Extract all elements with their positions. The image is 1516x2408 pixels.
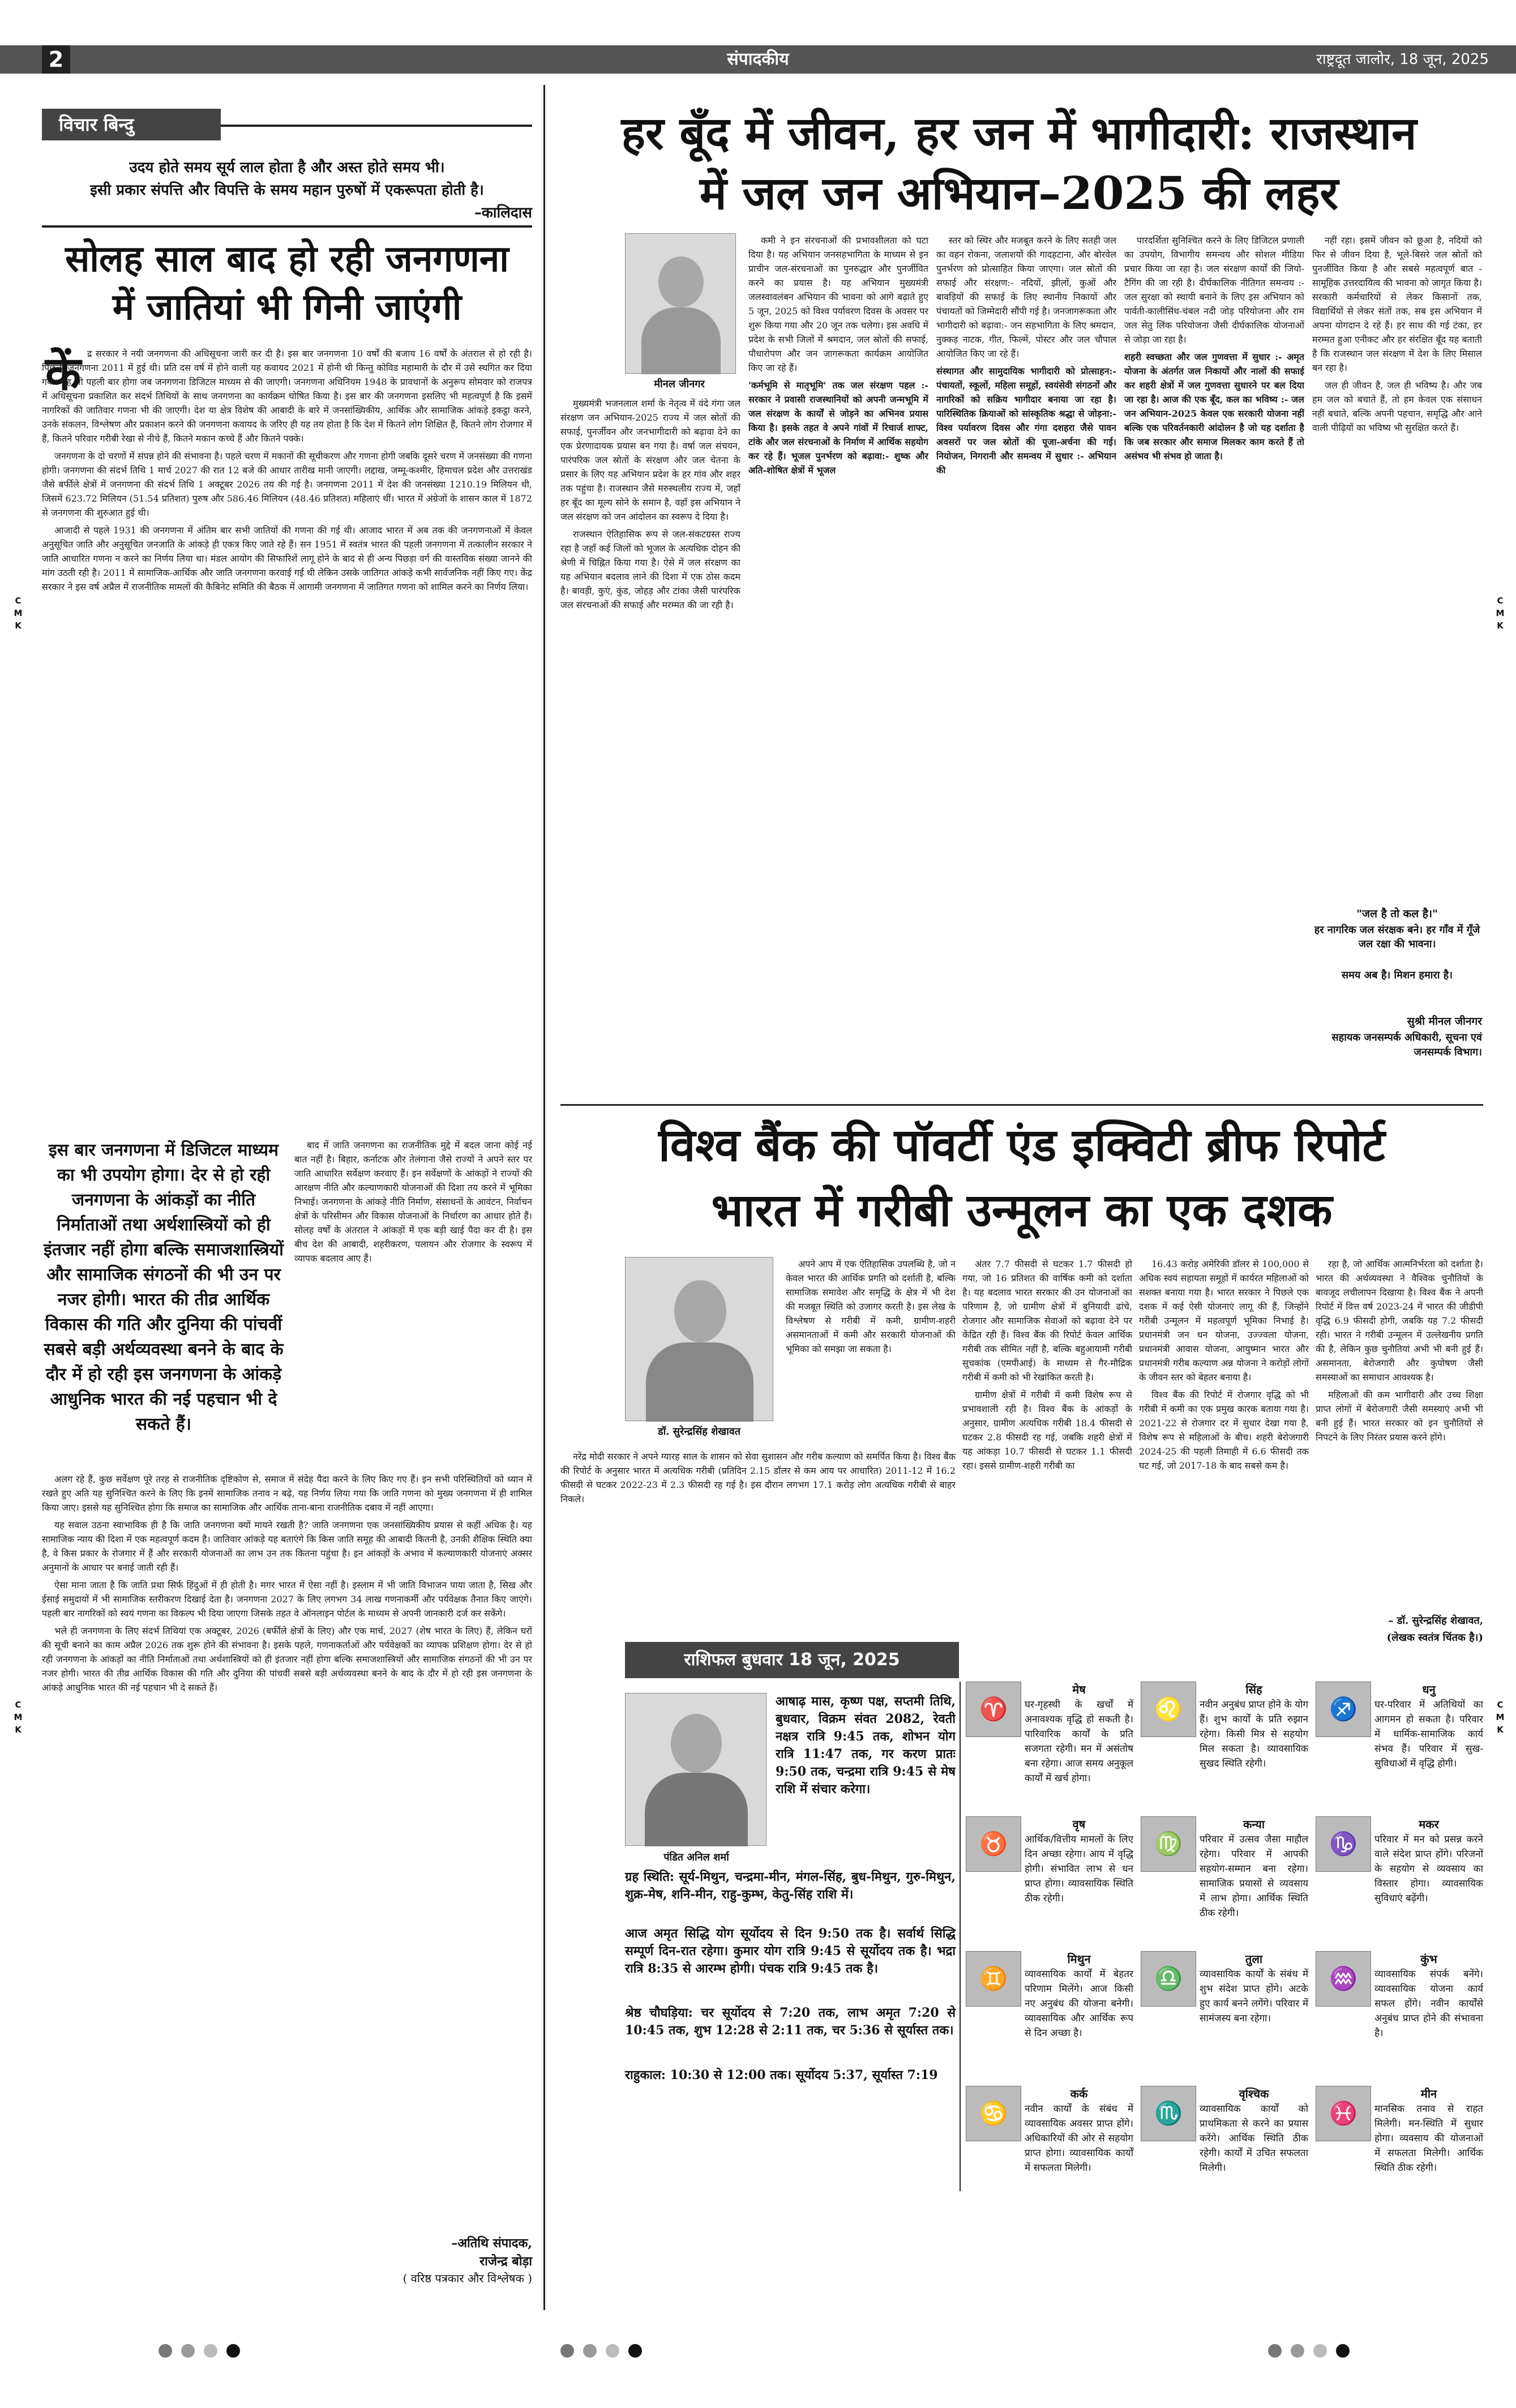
cmk-mark-left-bottom: C M K: [14, 1700, 23, 1735]
water-paragraph: 'कर्मभूमि से मातृभूमि' तक जल संरक्षण पहल :- सरकार ने प्रवासी राजस्थानियों को अपनी जन्मभूमि में जल संरक्षण के कार्यों से जोड़ने का अभिनव प्रयास किया है। इसके तहत वे अपने गांवों में रिचार्ज शाफ्ट, टांके और जल संरचनाओं के निर्माण में आर्थिक सहयोग कर रहे हैं। भूजल पुनर्भरण को बढ़ावा:- शुष्क और अति-शोषित क्षेत्रों में भूजल: [748, 380, 928, 476]
rashi-name: कर्क: [1070, 2087, 1088, 2101]
census-byline-3: ( वरिष्ठ पत्रकार और विश्लेषक ): [402, 2272, 532, 2285]
census-body-bottom: [42, 1472, 532, 2225]
rashi-text: परिवार में मन को प्रसन्न करने वाले संदेश प्राप्त होंगे। परिजनों के सहयोग से व्यवसाय का विस्तार होगा। व्यावसायिक सुविधाएं बढ़ेंगी।: [1374, 1834, 1483, 1904]
rashi-text: घर-परिवार में अतिथियों का आगमन हो सकता है। परिवार में धार्मिक-सामाजिक कार्य संभव हैं। परिवार में सुख-सुविधाओं में वृद्धि होगी।: [1374, 1699, 1483, 1769]
registration-dot: [560, 2344, 574, 2358]
panchang-text-1: आषाढ़ मास, कृष्ण पक्ष, सप्तमी तिथि, बुधवार, विक्रम संवत 2082, रेवती नक्षत्र रात्रि 9:45 तक, शोभन योग रात्रि 11:47 तक, गर करण प्रातः 9:50 तक, चन्द्रमा रात्रि 9:45 से मेष राशि में संचार करेगा।: [776, 1694, 956, 1797]
poverty-paragraph: ग्रामीण क्षेत्रों में गरीबी में कमी विशेष रूप से प्रभावशाली रही है। विश्व बैंक के आंकड़ों के अनुसार, ग्रामीण अत्यधिक गरीबी 18.4 फीसदी से घटकर 2.8 फीसदी रह गई, जबकि शहरी क्षेत्रों में यह आंकड़ा 10.7 फीसदी से घटकर 1.1 फीसदी रहा। इससे ग्रामीण-शहरी गरीबी का: [962, 1389, 1132, 1471]
registration-dot: [1291, 2344, 1304, 2358]
rashifal-left-divider: [960, 1682, 961, 2191]
rashi-text: व्यावसायिक कार्यों में बेहतर परिणाम मिलेंगे। आज किसी नए अनुबंध की योजना बनेगी। व्यावसायिक और आर्थिक रूप से दिन अच्छा है।: [1025, 1969, 1133, 2039]
rashi-name: तुला: [1245, 1952, 1263, 1966]
vichar-title: विचार बिन्दु: [42, 109, 221, 140]
rashi-name: धनु: [1422, 1683, 1436, 1696]
pandit-caption: पंडित अनिल शर्मा: [663, 1851, 729, 1863]
registration-dot: [204, 2344, 217, 2358]
water-paragraph: मुख्यमंत्री भजनलाल शर्मा के नेतृत्व में वंदे गंगा जल संरक्षण जन अभियान-2025 राज्य में जल स्रोतों की सफाई, पुनर्जीवन और जनभागीदारी को बढ़ावा देने का एक प्रेरणादायक प्रयास बन गया है। वर्षा जल संचयन, पारंपरिक जल स्रोतों के संरक्षण और जल चेतना के प्रसार के लिए यह अभियान प्रदेश के हर गांव और शहर तक पहुंचा है। राजस्थान जैसे मरुस्थलीय राज्य में, जहाँ हर बूँद का मूल्य सोने के समान है, वहाँ इस अभियान ने जल संरक्षण को जन आंदोलन का स्वरूप दे दिया है।: [560, 398, 740, 522]
water-slogan-1: "जल है तो कल है।": [1356, 908, 1438, 920]
registration-dots-left: [159, 2344, 272, 2361]
poverty-column-1: [786, 1257, 956, 1415]
libra-icon: ♎: [1141, 1951, 1196, 2007]
water-column-4: [1124, 233, 1304, 1093]
rashi-vrish: [966, 1816, 1133, 1941]
registration-dots-right: [1268, 2344, 1381, 2361]
sagittarius-icon: ♐: [1316, 1682, 1371, 1737]
poverty-paragraph: नरेंद्र मोदी सरकार ने अपने ग्यारह साल के शासन को सेवा सुशासन और गरीब कल्याण को समर्पित किया है। विश्व बैंक की रिपोर्ट के अनुसार भारत में अत्यधिक गरीबी (प्रतिदिन 2.15 डॉलर से कम आय पर आधारित) 2011-12 में 16.2 फीसदी से घटकर 2022-23 में 2.3 फीसदी रह गई है। इस दौरान लगभग 17.1 करोड़ लोग अत्यधिक गरीबी से बाहर निकले।: [560, 1451, 956, 1504]
rashi-text: घर-गृहस्थी के खर्चों में अनावश्यक वृद्धि हो सकती है। पारिवारिक कार्यों के प्रति सजगता रहेगी। मन में असंतोष बना रहेगा। आज समय अनुकूल कार्यों में खर्च होगा।: [1025, 1699, 1133, 1784]
poverty-paragraph: अपने आप में एक ऐतिहासिक उपलब्धि है, जो न केवल भारत की आर्थिक प्रगति को दर्शाती है, बल्कि सामाजिक समावेश और समृद्धि के क्षेत्र में भी देश की मजबूत स्थिति को उजागर करती है। इस लेख के विश्लेषण से गरीबी में कमी, ग्रामीण-शहरी असमानताओं में कमी और सरकारी योजनाओं की भूमिका को समझा जा सकता है।: [786, 1259, 956, 1354]
rashi-name: वृष: [1072, 1817, 1086, 1831]
census-paragraph: द्र सरकार ने नयी जनगणना की अधिसूचना जारी कर दी है। इस बार जनगणना 10 वर्षों की बजाय 16 वर्षों के अंतराल से हो रही है। पिछली जनगणना 2011 में हुई थी। प्रति दस वर्ष में होने वाली यह कवायद 2021 में होनी थी किन्तु कोविड महामारी के दौर में उसे स्थगित कर दिया गया। यह भी पहली बार होगा जब जनगणना डिजिटल माध्यम से की जाएगी। जनगणना अधिनियम 1948 के प्रावधानों के अनुरूप सोमवार को राजपत्र में अधिसूचना प्रकाशित कर संदर्भ तिथियों के साथ जनगणना का कार्यक्रम घोषित किया है। इस बार की जनगणना इसलिए भी महत्वपूर्ण है कि इसमें नागरिकों की जातिवार गणना भी की जाएगी। देश या क्षेत्र विशेष की आबादी के बारे में जनसांख्यिकीय, आर्थिक और सामाजिक आंकड़े इकट्ठा करने, उनके संकलन, विश्लेषण और प्रकाशन करने की जनगणना कवायद के जरिए ही यह तय होता है कि देश में कितने लोग शिक्षित हैं, कितने लोग रोजगार में हैं, कितने परिवार गरीबी रेखा से नीचे हैं, कितने मकान कच्चे हैं और कितने पक्के।: [42, 348, 532, 444]
water-headline-1: हर बूँद में जीवन, हर जन में भागीदारी: राजस्थान: [621, 106, 1417, 160]
census-paragraph: बाद में जाति जनगणना का राजनीतिक मुद्दे में बदल जाना कोई नई बात नहीं है। बिहार, कर्नाटक और तेलंगाना जैसे राज्यों ने अपने स्तर पर जाति आधारित सर्वेक्षण करवाए हैं। इन सर्वेक्षणों के आंकड़ों ने राज्यों की आरक्षण नीति और कल्याणकारी योजनाओं की दिशा तय करने में भूमिका निभाई। जनगणना के आंकड़े नीति निर्माण, संसाधनों के आवंटन, निर्वाचन क्षेत्रों के परिसीमन और विकास योजनाओं के निर्धारण का आधार होते हैं। सोलह वर्षों के अंतराल ने आंकड़ों में एक बड़ी खाई पैदा कर दी है। इस बीच देश की आबादी, शहरीकरण, पलायन और रोजगार के स्वरूप में व्यापक बदलाव आए हैं।: [294, 1140, 532, 1264]
rashi-kark: [966, 2086, 1133, 2210]
water-paragraph: पारदर्शिता सुनिश्चित करने के लिए डिजिटल प्रणाली का उपयोग, विभागीय समन्वय और सोशल मीडिया प्रचार किया जा रहा है। जल संरक्षण कार्यों की जियो-टैगिंग की जा रही है। दीर्घकालिक नीतिगत समन्वय :- जल सुरक्षा को स्थायी बनाने के लिए इस अभियान को पार्वती-कालीसिंध-चंबल नदी जोड़ परियोजना और राम जल सेतु लिंक परियोजना जैसी दीर्घकालिक योजनाओं से जोड़ा जा रहा है।: [1124, 235, 1304, 345]
census-body-top: [42, 347, 532, 1139]
census-paragraph: ऐसा माना जाता है कि जाति प्रथा सिर्फ हिंदुओं में ही होती है। मगर भारत में ऐसा नहीं है। इस्लाम में भी जाति विभाजन पाया जाता है, सिख और ईसाई समुदायों में भी सामाजिक स्तरीकरण दिखाई देता है। जनगणना 2027 के लिए लगभग 34 लाख गणनाकर्मी और पर्यवेक्षक तैनात किए जाएंगे। पहली बार नागरिकों को स्वयं गणना का विकल्प भी दिया जाएगा जिसके तहत वे ऑनलाइन पोर्टल के माध्यम से अपनी जानकारी दर्ज कर सकेंगे।: [42, 1580, 532, 1619]
census-dropcap: कें: [45, 347, 81, 401]
census-paragraph: भले ही जनगणना के लिए संदर्भ तिथियां एक अक्टूबर, 2026 (बर्फीले क्षेत्रों के लिए) और एक मार्च, 2027 (शेष भारत के लिए) हैं, लेकिन घरों की सूची बनाने का काम अप्रैल 2026 तक शुरू होने की संभावना है। इसके पहले, गणनाकर्ताओं और पर्यवेक्षकों का व्यापक प्रशिक्षण होगा। देर से हो रही जनगणना के आंकड़ों का नीति निर्माताओं तथा अर्थशास्त्रियों को ही इंतजार नहीं होगा बल्कि समाजशास्त्रियों और सामाजिक संगठनों की भी उन पर नजर होगी। भारत की तीव्र आर्थिक विकास की गति और दुनिया की पांचवीं सबसे बड़ी अर्थव्यवस्था बनने के बाद के दौर में हो रही इस जनगणना के आंकड़े आधुनिक भारत की नई पहचान भी दे सकते हैं।: [42, 1626, 532, 1693]
registration-dot: [1336, 2344, 1350, 2358]
panchang-text-2: ग्रह स्थिति: सूर्य-मिथुन, चन्द्रमा-मीन, मंगल-सिंह, बुध-मिथुन, गुरु-मिथुन, शुक्र-मेष, शनि-मीन, राहु-कुम्भ, केतु-सिंह राशि में।: [625, 1870, 956, 1902]
rashi-name: मेष: [1072, 1683, 1086, 1696]
poverty-paragraph: विश्व बैंक की रिपोर्ट में रोजगार वृद्धि को भी गरीबी में कमी का एक प्रमुख कारक बताया गया है। 2021-22 से रोजगार दर में सुधार देखा गया है, विशेष रूप से महिलाओं के बीच। शहरी बेरोजगारी 2024-25 की पहली तिमाही में 6.6 फीसदी तक घट गई, जो 2017-18 के बाद सबसे कम है।: [1139, 1389, 1309, 1471]
rashi-text: व्यावसायिक संपर्क बनेंगे। व्यावसायिक योजना कार्य सफल होंगे। नवीन कार्योंसे अनुबंध प्राप्त होने की संभावना है।: [1374, 1969, 1483, 2039]
water-paragraph: नहीं रहा। इसमें जीवन को छूआ है, नदियों को फिर से जीवन दिया है, भूले-बिसरे जल स्रोतों को पुनर्जीवित किया है और सबसे महत्वपूर्ण बात - सामूहिक उत्तरदायित्व की भावना को जागृत किया है। सरकारी कर्मचारियों से लेकर किसानों तक, विद्यार्थियों से लेकर संतों तक, सब इस अभियान में अपना योगदान दे रहे हैं। हर साथ की गई टंका, हर मरम्मत हुआ एनीकट और हर संरक्षित बूँद यह बताती है कि राजस्थान जल संरक्षण में देश के लिए मिसाल बन रहा है।: [1312, 235, 1482, 373]
gemini-icon: ♊: [966, 1951, 1021, 2007]
publication-date: राष्ट्रदूत जालोर, 18 जून, 2025: [1316, 51, 1489, 68]
registration-dot: [159, 2344, 172, 2358]
panchang-text-3: आज अमृत सिद्धि योग सूर्योदय से दिन 9:50 तक है। सर्वार्थ सिद्धि सम्पूर्ण दिन-रात रहेगा। कुमार योग रात्रि 9:45 से सूर्योदय तक है। भद्रा रात्रि 8:35 से आरम्भ होगी। पंचक रात्रि 9:45 तक है।: [625, 1926, 956, 1976]
vichar-rule: [221, 125, 532, 127]
registration-dots-center: [560, 2344, 674, 2361]
census-paragraph: जनगणना के दो चरणों में संपन्न होने की संभावना है। पहले चरण में मकानों की सूचीकरण और गणना होगी जबकि दूसरे चरण में जनसंख्या की गणना होगी। जनगणना की संदर्भ तिथि 1 मार्च 2027 की रात 12 बजे की आधार तारीख मानी जाएगी। लद्दाख, जम्मू-कश्मीर, हिमाचल प्रदेश और उत्तराखंड जैसे बर्फीले क्षेत्रों में जनगणना की संदर्भ तिथि 1 अक्टूबर 2026 तय की गई है। जनगणना 2011 में देश की जनसंख्या 1210.19 मिलियन थी, जिसमें 623.72 मिलियन (51.54 प्रतिशत) पुरुष और 586.46 मिलियन (48.46 प्रतिशत) महिलाएं थीं। भारत में अंग्रेजों के शासन काल में 1872 से जनगणना की शुरुआत हुई थी।: [42, 451, 532, 518]
rashi-vrishchik: [1141, 2086, 1308, 2210]
registration-dot: [583, 2344, 597, 2358]
registration-dot: [226, 2344, 240, 2358]
poverty-column-3: [1139, 1257, 1309, 1642]
census-paragraph: आजादी से पहले 1931 की जनगणना में अंतिम बार सभी जातियों की गणना की गई थी। आजाद भारत में अब तक की जनगणनाओं में केवल अनुसूचित जाति और अनुसूचित जनजाति के आंकड़े ही एकत्र किए जाते रहे हैं। सन 1951 में स्वतंत्र भारत की पहली जनगणना में तत्कालीन सरकार ने जाति आधारित गणना न करने का निर्णय लिया था। मंडल आयोग की सिफारिशें लागू होने के बाद से ही अन्य पिछड़ा वर्ग की वास्तविक संख्या जानने की मांग उठती रही है। 2011 में सामाजिक-आर्थिक और जाति जनगणना करवाई गई थी लेकिन उसके जातिगत आंकड़े कभी सार्वजनिक नहीं किए गए। केंद्र सरकार ने इस वर्ष अप्रैल में राजनीतिक मामलों की कैबिनेट समिति की बैठक में आगामी जनगणना में जातिगत गणना को शामिल करने का निर्णय लिया।: [42, 525, 532, 592]
poverty-photo-caption: डॉ. सुरेन्द्रसिंह शेखावत: [657, 1426, 741, 1438]
rashi-mithun: [966, 1951, 1133, 2076]
registration-dot: [606, 2344, 619, 2358]
section-title: संपादकीय: [727, 49, 789, 69]
poverty-headline-2: भारत में गरीबी उन्मूलन का एक दशक: [711, 1183, 1333, 1237]
poverty-column-2: [962, 1257, 1132, 1642]
author-photo-surendra: [625, 1257, 773, 1421]
column-divider: [543, 85, 545, 2310]
rashi-tula: [1141, 1951, 1308, 2076]
water-bottom-rule: [560, 1104, 1483, 1106]
pisces-icon: ♓: [1316, 2086, 1371, 2141]
rashi-name: मिथुन: [1067, 1952, 1091, 1966]
water-column-2: [748, 233, 928, 1093]
water-column-3: [936, 233, 1116, 1093]
rashi-text: व्यावसायिक कार्यों को प्राथमिकता से करने का प्रयास करेंगे। आर्थिक स्थिति ठीक रहेगी। कार्यों में उचित सफलता मिलेगी।: [1200, 2103, 1308, 2174]
rashi-text: आर्थिक/वित्तीय मामलों के लिए दिन अच्छा रहेगा। आय में वृद्धि होगी। संभावित लाभ से धन प्राप्त होगा। व्यावसायिक स्थिति ठीक रहेगी।: [1025, 1834, 1133, 1904]
water-paragraph: स्तर को स्थिर और मजबूत करने के लिए सतही जल का वहन रोकना, जलाशयों की गादहटाना, और बोरवेल पुनर्भरण को प्रोत्साहित किया जाएगा। जल स्रोतों की सफाई और संरक्षण:- नदियों, झीलों, कुओं और बावड़ियों की सफाई के लिए स्थानीय निकायों और पंचायतों को जिम्मेदारी सौंपी गई है। जनजागरूकता और भागीदारी को बढ़ावा:- जन सहभागिता के लिए श्रमदान, नुक्कड़ नाटक, गीत, फिल्में, पोस्टर और जल चौपाल आयोजित किए जा रहे हैं।: [936, 235, 1116, 359]
poverty-paragraph: अंतर 7.7 फीसदी से घटकर 1.7 फीसदी हो गया, जो 16 प्रतिशत की वार्षिक कमी को दर्शाता है। यह बदलाव भारत सरकार की उन योजनाओं का परिणाम है, जो ग्रामीण क्षेत्रों में बुनियादी ढांचे, रोजगार और सामाजिक सेवाओं को बढ़ावा देने पर केंद्रित रही हैं। विश्व बैंक की रिपोर्ट केवल आर्थिक गरीबी तक सीमित नहीं है, बल्कि बहुआयामी गरीबी सूचकांक (एमपीआई) के माध्यम से गैर-मौद्रिक गरीबी में कमी को भी रेखांकित करती है।: [962, 1259, 1132, 1383]
cmk-mark-right-bottom: C M K: [1496, 1700, 1505, 1735]
water-paragraph: संस्थागत और सामुदायिक भागीदारी को प्रोत्साहन:- पंचायतों, स्कूलों, महिला समूहों, स्वयंसेवी संगठनों और नागरिकों को सक्रिय भागीदार बनाया जा रहा है। पारिस्थितिक क्रियाओं को सांस्कृतिक श्रद्धा से जोड़ना:- विश्व पर्यावरण दिवस और गंगा दशहरा जैसे पावन अवसरों पर जल स्रोतों की पूजा-अर्चना की गई। नियोजन, निगरानी और समन्वय में सुधार :- अभियान की: [936, 366, 1116, 476]
water-author-desc: सहायक जनसम्पर्क अधिकारी, सूचना एवं जनसम्पर्क विभाग।: [1331, 1032, 1482, 1058]
census-byline-1: –अतिथि संपादक,: [451, 2236, 532, 2251]
panchang-text-5: राहुकाल: 10:30 से 12:00 तक। सूर्योदय 5:37, सूर्यास्त 7:19: [625, 2068, 938, 2082]
pandit-photo: [625, 1693, 766, 1846]
capricorn-icon: ♑: [1316, 1816, 1371, 1872]
census-headline-1: सोलह साल बाद हो रही जनगणना: [65, 238, 509, 280]
rashi-text: मानसिक तनाव से राहत मिलेगी। मन-स्थिति में सुधार होगा। व्यवसाय की योजनाओं में सफलता मिलेगी। आर्थिक स्थिति ठीक रहेगी।: [1374, 2103, 1483, 2174]
registration-dot: [1268, 2344, 1282, 2358]
water-headline-2: में जल जन अभियान–2025 की लहर: [699, 166, 1339, 220]
rashifal-grid: [966, 1682, 1483, 2225]
water-paragraph: राजस्थान ऐतिहासिक रूप से जल-संकटग्रस्त राज्य रहा है जहाँ कई जिलों को भूजल के अत्यधिक दोहन की श्रेणी में चिह्नित किया गया है। ऐसे में जल संरक्षण का यह अभियान बदलाव लाने की दिशा में एक ठोस कदम है। बावड़ी, कुएं, कुंड, जोहड़ और टांका जैसी पारंपरिक जल संरचनाओं की सफाई और मरम्मत की जा रही है।: [560, 529, 740, 610]
rashi-kumbh: [1316, 1951, 1483, 2076]
rashi-simha: [1141, 1682, 1308, 1806]
rashi-name: सिंह: [1245, 1683, 1262, 1696]
vichar-bottom-rule: [42, 225, 532, 228]
poverty-paragraph: रहा है, जो आर्थिक आत्मनिर्भरता को दर्शाता है। भारत की अर्थव्यवस्था ने वैश्विक चुनौतियों के बावजूद लचीलापन दिखाया है। विश्व बैंक ने अपनी रिपोर्ट में वित्त वर्ष 2023-24 में भारत की जीडीपी वृद्धि 6.9 फीसदी होगी, जबकि यह 7.2 फीसदी रही। भारत ने गरीबी उन्मूलन में उल्लेखनीय प्रगति की है, लेकिन कुछ चुनौतियां अभी भी बनी हुई हैं। असमानता, बेरोजगारी और कुपोषण जैसी समस्याओं का समाधान आवश्यक है।: [1316, 1259, 1483, 1383]
water-column-1: [560, 396, 740, 1093]
leo-icon: ♌: [1141, 1682, 1196, 1737]
rashi-name: वृश्चिक: [1239, 2087, 1269, 2101]
census-headline-2: में जातियां भी गिनी जाएंगी: [112, 286, 462, 328]
poverty-author-desc: (लेखक स्वतंत्र चिंतक है।): [1386, 1632, 1483, 1644]
panchang-text-4: श्रेष्ठ चौघड़िया: चर सूर्योदय से 7:20 तक, लाभ अमृत 7:20 से 10:45 तक, शुभ 12:28 से 2:11 तक, चर 5:36 से सूर्यास्त तक।: [625, 2005, 956, 2038]
vichar-line2: इसी प्रकार संपत्ति और विपत्ति के समय महान पुरुषों में एकरूपता होती है।: [90, 182, 484, 199]
poverty-paragraph: 16.43 करोड़ अमेरिकी डॉलर से 100,000 से अधिक स्वयं सहायता समूहों में कार्यरत महिलाओं को सशक्त बनाया गया है। भारत सरकार ने पिछले एक दशक में कई ऐसी योजनाएं लागू की हैं, जिन्होंने गरीबी उन्मूलन में महत्वपूर्ण भूमिका निभाई है। प्रधानमंत्री जन धन योजना, उज्ज्वला योजना, प्रधानमंत्री आवास योजना, आयुष्मान भारत और प्रधानमंत्री गरीब कल्याण अन्न योजना ने करोड़ों लोगों के जीवन स्तर को बेहतर बनाया है।: [1139, 1259, 1309, 1383]
cmk-mark-right-top: C M K: [1496, 596, 1505, 631]
vichar-line1: उदय होते समय सूर्य लाल होता है और अस्त होते समय भी।: [129, 159, 445, 176]
census-paragraph: अलग रहे हैं, कुछ सर्वेक्षण पूरे तरह से राजनीतिक दृष्टिकोण से, समाज में संदेह पैदा करने के लिए किए गए हैं। इन सभी परिस्थितियों को ध्यान में रखते हुए अति यह सुनिश्चित करने के लिए कि इनमें सामाजिक तनाव न बढ़े, यह निर्णय लिया गया कि जाति गणना को मुख्य जनगणना में ही शामिल किया जाए। इससे यह सुनिश्चित होगा कि समाज का सामाजिक और आर्थिक ताना-बाना राजनीतिक दबाव में नहीं आएगा।: [42, 1474, 532, 1513]
rashi-makar: [1316, 1816, 1483, 1941]
census-body-right: [294, 1138, 532, 1466]
water-slogan-2: हर नागरिक जल संरक्षक बने। हर गाँव में गूँजे जल रक्षा की भावना।: [1314, 924, 1480, 950]
aries-icon: ♈: [966, 1682, 1021, 1737]
water-column-5: [1312, 233, 1482, 901]
rashi-meen: [1316, 2086, 1483, 2210]
scorpio-icon: ♏: [1141, 2086, 1196, 2141]
rashi-dhanu: [1316, 1682, 1483, 1806]
water-author-name: सुश्री मीनल जीनगर: [1407, 1015, 1482, 1028]
registration-dot: [628, 2344, 642, 2358]
rashi-text: परिवार में उत्सव जैसा माहौल रहेगा। परिवार में आपकी सहयोग-सम्मान बना रहेगा। सामाजिक प्रयासों से व्यवसाय में लाभ होगा। आर्थिक स्थिति ठीक रहेगी।: [1200, 1834, 1308, 1919]
census-byline-2: राजेन्द्र बोड़ा: [479, 2254, 532, 2269]
registration-dot: [181, 2344, 195, 2358]
water-photo-caption: मीनल जीनगर: [654, 378, 705, 390]
rashi-text: व्यावसायिक कार्यों के संबंध में शुभ संदेश प्राप्त होंगे। अटके हुए कार्य बनने लगेंगे। परिवार में सामंजस्य बना रहेगा।: [1200, 1969, 1308, 2024]
cmk-mark-left-top: C M K: [14, 596, 23, 631]
rashi-name: कुंभ: [1420, 1952, 1437, 1966]
poverty-paragraph: महिलाओं की कम भागीदारी और उच्च शिक्षा प्राप्त लोगों में बेरोजगारी जैसी समस्याएं अभी भी बनी हुई हैं। भारत सरकार को इन चुनौतियों से निपटने के लिए निरंतर प्रयास करने होंगे।: [1316, 1389, 1483, 1443]
water-paragraph: जल ही जीवन है, जल ही भविष्य है। और जब हम जल को बचाते हैं, तो हम केवल एक संसाधन नहीं बचाते, बल्कि अपनी पहचान, समृद्धि और आने वाली पीढ़ियों का भविष्य भी सुरक्षित करते हैं।: [1312, 380, 1482, 433]
poverty-headline-1: विश्व बैंक की पॉवर्टी एंड इक्विटी ब्रीफ रिपोर्ट: [658, 1118, 1385, 1171]
cancer-icon: ♋: [966, 2086, 1021, 2141]
aquarius-icon: ♒: [1316, 1951, 1371, 2007]
rashi-text: नवीन अनुबंध प्राप्त होने के योग हैं। शुभ कार्यों के प्रति रुझान रहेगा। किसी मित्र से सहयोग मिल सकता है। व्यावसायिक सुखद स्थिति रहेगी।: [1200, 1699, 1308, 1769]
vichar-author: –कालिदास: [474, 204, 532, 221]
rashi-mesh: [966, 1682, 1133, 1806]
rashi-kanya: [1141, 1816, 1308, 1941]
poverty-column-4: [1316, 1257, 1483, 1608]
page-number: 2: [42, 45, 70, 74]
rashifal-title: राशिफल बुधवार 18 जून, 2025: [625, 1642, 959, 1678]
author-photo-meenal: [625, 233, 736, 374]
registration-dot: [1313, 2344, 1327, 2358]
rashi-name: कन्या: [1243, 1817, 1265, 1831]
poverty-author: – डॉ. सुरेन्द्रसिंह शेखावत,: [1388, 1615, 1483, 1627]
water-paragraph: शहरी स्वच्छता और जल गुणवत्ता में सुधार :- अमृत योजना के अंतर्गत जल निकायों और नालों की सफाई कर शहरी क्षेत्रों में जल गुणवत्ता सुधारने पर बल दिया जा रहा है। आज की एक बूँद, कल का भविष्य :- जल जन अभियान-2025 केवल एक सरकारी योजना नहीं बल्कि एक परिवर्तनकारी आंदोलन है जो यह दर्शाता है कि जब सरकार और समाज मिलकर काम करते हैं तो असंभव भी संभव हो जाता है।: [1124, 352, 1304, 461]
rashi-name: मकर: [1419, 1817, 1439, 1831]
water-slogan-3: समय अब है। मिशन हमारा है।: [1341, 969, 1453, 981]
rashi-text: नवीन कार्यों के संबंध में व्यावसायिक अवसर प्राप्त होंगे। अधिकारियों की ओर से सहयोग प्राप्त होगा। व्यावसायिक कार्यों में सफलता मिलेगी।: [1025, 2103, 1133, 2174]
census-paragraph: यह सवाल उठना स्वाभाविक ही है कि जाति जनगणना क्यों मायने रखती है? जाति जनगणना एक जनसांख्यिकीय प्रयास से कहीं अधिक है। यह सामाजिक न्याय की दिशा में एक महत्वपूर्ण कदम है। जातिवार आंकड़े यह बताएंगे कि किस जाति समूह की आबादी कितनी है, उनकी शैक्षिक स्थिति क्या है, वे किस प्रकार के रोजगार में हैं और सरकारी योजनाओं का लाभ उन तक कितना पहुंचा है। इन आंकड़ों के अभाव में कल्याणकारी योजनाएं अक्सर अनुमानों के आधार पर बनाई जाती रही हैं।: [42, 1520, 532, 1573]
water-paragraph: कमी ने इन संरचनाओं की प्रभावशीलता को घटा दिया है। यह अभियान जनसहभागिता के माध्यम से इन प्राचीन जल-संरचनाओं का पुनरुद्धार और पुनर्जीवित करने का प्रयास है। यह अभियान मुख्यमंत्री जलस्वावलंबन अभियान की भावना को आगे बढ़ाते हुए 5 जून, 2025 को विश्व पर्यावरण दिवस के अवसर पर शुरू किया गया और 20 जून तक चलेगा। इस अवधि में प्रदेश के सभी जिलों में श्रमदान, जल स्रोतों की सफाई, पौधारोपण और जन जागरूकता कार्यक्रम आयोजित किए जा रहे हैं।: [748, 235, 928, 373]
virgo-icon: ♍: [1141, 1816, 1196, 1872]
census-pull-quote: इस बार जनगणना में डिजिटल माध्यम का भी उपयोग होगा। देर से हो रही जनगणना के आंकड़ों का नीति निर्माताओं तथा अर्थशास्त्रियों को ही इंतजार नहीं होगा बल्कि समाजशास्त्रियों और सामाजिक संगठनों की भी उन पर नजर होगी। भारत की तीव्र आर्थिक विकास की गति और दुनिया की पांचवीं सबसे बड़ी अर्थव्यवस्था बनने के बाद के दौर में हो रही इस जनगणना के आंकड़े आधुनिक भारत की नई पहचान भी दे सकते हैं।: [44, 1140, 284, 1434]
rashi-name: मीन: [1420, 2087, 1437, 2101]
taurus-icon: ♉: [966, 1816, 1021, 1872]
